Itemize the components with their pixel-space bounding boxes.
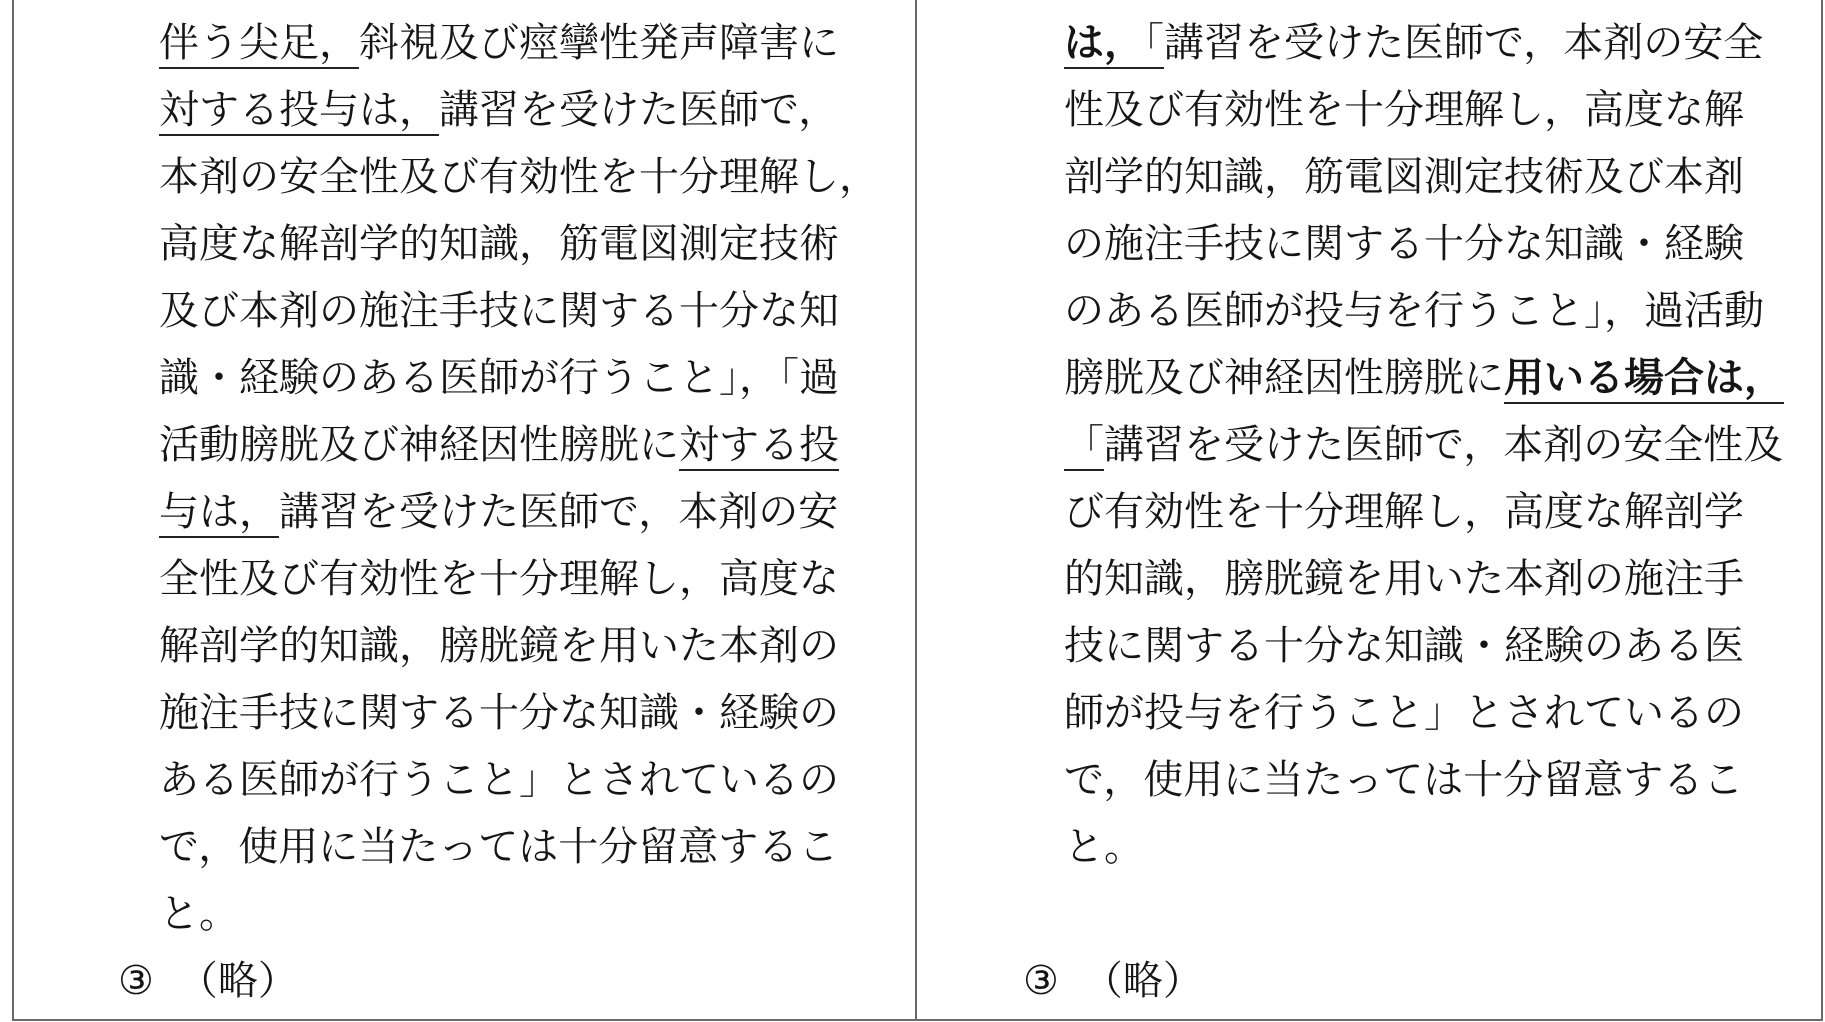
text-line: [159, 680, 907, 747]
text-segment: 膀胱及び神経因性膀胱に: [1064, 355, 1504, 401]
text-line: [159, 10, 907, 77]
text-segment: 高度な解剖学的知識，筋電図測定技術: [159, 221, 839, 267]
text-segment: 講習を受けた医師で，: [439, 87, 839, 133]
text-line: [159, 546, 907, 613]
text-segment: ある医師が行うこと」とされているの: [159, 757, 839, 803]
text-segment: 技に関する十分な知識・経験のある医: [1064, 623, 1744, 669]
text-segment: 活動膀胱及び神経因性膀胱に: [159, 422, 679, 468]
text-segment: 講習を受けた医師で，本剤の安: [279, 489, 839, 535]
underlined-text: 「: [1064, 422, 1104, 468]
right-footer-item: [1023, 948, 1203, 1015]
text-segment: で，使用に当たっては十分留意するこ: [159, 824, 839, 870]
text-line: [1064, 144, 1812, 211]
item-number: ③: [1023, 958, 1059, 1004]
text-segment: 本剤の安全性及び有効性を十分理解し，: [159, 154, 879, 200]
text-line: [159, 747, 907, 814]
text-line: [1064, 10, 1812, 77]
bold-underlined-text: は，: [1064, 20, 1144, 66]
text-segment: で，使用に当たっては十分留意するこ: [1064, 757, 1744, 803]
text-segment: と。: [159, 891, 239, 937]
text-line: [159, 613, 907, 680]
bold-underlined-text: 用いる場合は，: [1504, 355, 1784, 401]
text-line: [159, 412, 907, 479]
column-divider: [915, 0, 917, 1020]
underlined-text: 対する投: [679, 422, 839, 468]
text-segment: 斜視及び痙攣性発声障害に: [359, 20, 839, 66]
text-segment: 的知識，膀胱鏡を用いた本剤の施注手: [1064, 556, 1744, 602]
underlined-text: 与は，: [159, 489, 279, 535]
text-segment: の施注手技に関する十分な知識・経験: [1064, 221, 1744, 267]
underlined-text: 「: [1144, 20, 1164, 66]
text-segment: 識・経験のある医師が行うこと」，「過: [159, 355, 839, 401]
text-segment: 剖学的知識，筋電図測定技術及び本剤: [1064, 154, 1744, 200]
underlined-text: 対する投与は，: [159, 87, 439, 133]
underlined-text: 伴う尖足，: [159, 20, 359, 66]
text-line: [159, 77, 907, 144]
text-line: [159, 479, 907, 546]
omitted-note: （略）: [1082, 958, 1203, 1004]
text-line: [1064, 345, 1812, 412]
text-line: [1064, 278, 1812, 345]
text-line: [159, 814, 907, 881]
text-segment: 及び本剤の施注手技に関する十分な知: [159, 288, 839, 334]
text-segment: び有効性を十分理解し，高度な解剖学: [1064, 489, 1744, 535]
text-line: [1064, 747, 1812, 814]
text-segment: 性及び有効性を十分理解し，高度な解: [1064, 87, 1744, 133]
text-line: [1064, 680, 1812, 747]
text-segment: 施注手技に関する十分な知識・経験の: [159, 690, 839, 736]
text-line: [159, 278, 907, 345]
text-line: [1064, 412, 1812, 479]
text-line: [1064, 479, 1812, 546]
omitted-note: （略）: [177, 958, 298, 1004]
text-segment: 講習を受けた医師で，本剤の安全: [1164, 20, 1764, 66]
text-segment: 解剖学的知識，膀胱鏡を用いた本剤の: [159, 623, 839, 669]
text-line: [159, 345, 907, 412]
text-segment: 講習を受けた医師で，本剤の安全性及: [1104, 422, 1784, 468]
text-line: [159, 211, 907, 278]
text-line: [1064, 546, 1812, 613]
text-line: [1064, 814, 1812, 881]
text-segment: のある医師が投与を行うこと」，過活動: [1064, 288, 1764, 334]
text-line: [159, 144, 907, 211]
text-line: [159, 881, 907, 948]
left-footer-item: [118, 948, 298, 1015]
text-segment: 師が投与を行うこと」とされているの: [1064, 690, 1744, 736]
text-segment: 全性及び有効性を十分理解し，高度な: [159, 556, 839, 602]
text-segment: と。: [1064, 824, 1144, 870]
right-column: [1064, 10, 1812, 881]
text-line: [1064, 77, 1812, 144]
text-line: [1064, 613, 1812, 680]
left-column: [159, 10, 907, 948]
text-line: [1064, 211, 1812, 278]
item-number: ③: [118, 958, 154, 1004]
